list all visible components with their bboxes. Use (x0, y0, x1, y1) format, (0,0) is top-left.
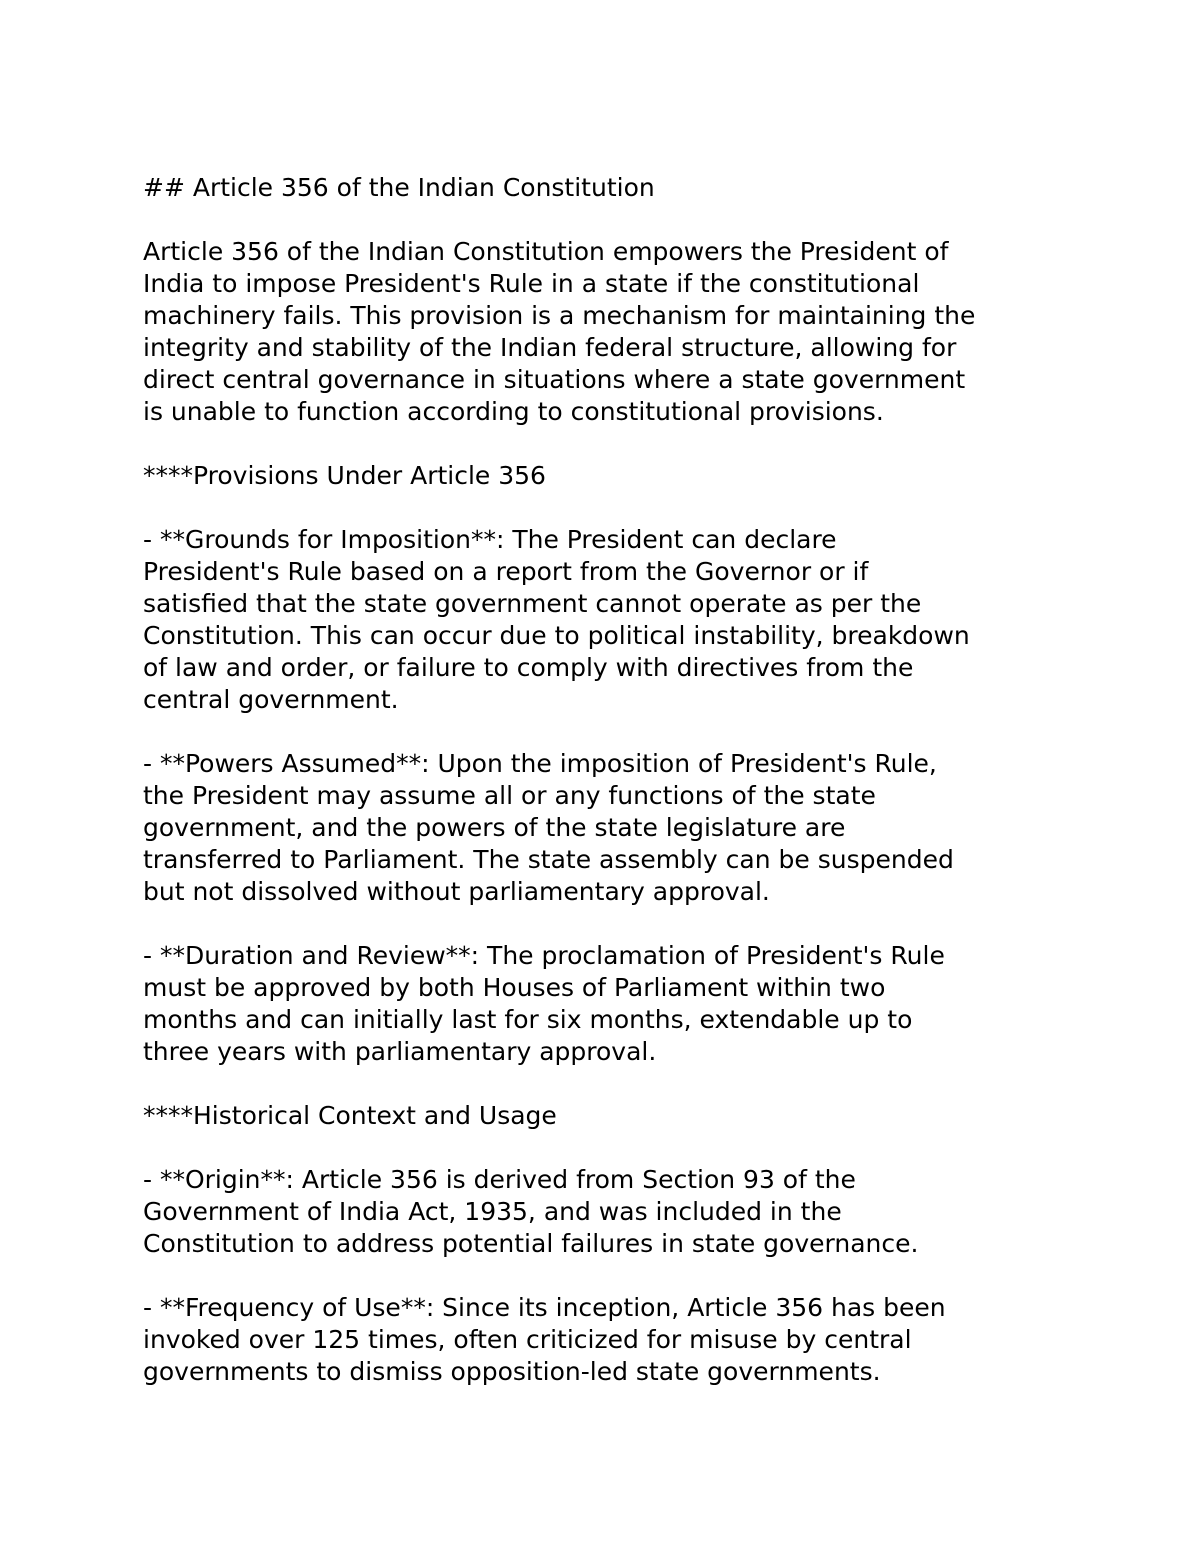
text-line: government, and the powers of the state legislature are (143, 813, 846, 842)
text-line: direct central governance in situations where a state government (143, 365, 966, 394)
text-line: must be approved by both Houses of Parliament within two (143, 973, 886, 1002)
grounds-paragraph (143, 524, 1073, 716)
text-line: - **Origin**: Article 356 is derived from Section 93 of the (143, 1165, 856, 1194)
intro-paragraph (143, 236, 1073, 428)
text-line: is unable to function according to constitutional provisions. (143, 397, 884, 426)
text-line: governments to dismiss opposition-led state governments. (143, 1357, 881, 1386)
text-line: Government of India Act, 1935, and was included in the (143, 1197, 842, 1226)
section-heading-provisions (143, 460, 1073, 492)
text-line: of law and order, or failure to comply with directives from the (143, 653, 914, 682)
text-line: - **Frequency of Use**: Since its inception, Article 356 has been (143, 1293, 946, 1322)
document-title (143, 172, 1073, 204)
text-line: satisfied that the state government cannot operate as per the (143, 589, 922, 618)
text-line: integrity and stability of the Indian federal structure, allowing for (143, 333, 957, 362)
duration-paragraph (143, 940, 1073, 1068)
origin-paragraph (143, 1164, 1073, 1260)
text-line: - **Powers Assumed**: Upon the imposition of President's Rule, (143, 749, 937, 778)
document-body (143, 172, 1073, 1420)
text-line: months and can initially last for six months, extendable up to (143, 1005, 913, 1034)
text-line: central government. (143, 685, 399, 714)
text-line: - **Duration and Review**: The proclamation of President's Rule (143, 941, 945, 970)
heading-line: ****Historical Context and Usage (143, 1101, 557, 1130)
powers-paragraph (143, 748, 1073, 908)
text-line: Article 356 of the Indian Constitution empowers the President of (143, 237, 949, 266)
text-line: invoked over 125 times, often criticized for misuse by central (143, 1325, 912, 1354)
text-line: India to impose President's Rule in a state if the constitutional (143, 269, 920, 298)
text-line: transferred to Parliament. The state assembly can be suspended (143, 845, 954, 874)
title-line: ## Article 356 of the Indian Constitution (143, 173, 655, 202)
text-line: - **Grounds for Imposition**: The President can declare (143, 525, 837, 554)
heading-line: ****Provisions Under Article 356 (143, 461, 546, 490)
section-heading-history (143, 1100, 1073, 1132)
text-line: three years with parliamentary approval. (143, 1037, 657, 1066)
text-line: President's Rule based on a report from the Governor or if (143, 557, 869, 586)
text-line: machinery fails. This provision is a mechanism for maintaining the (143, 301, 976, 330)
frequency-paragraph (143, 1292, 1073, 1388)
text-line: Constitution to address potential failures in state governance. (143, 1229, 919, 1258)
text-line: the President may assume all or any functions of the state (143, 781, 876, 810)
text-line: but not dissolved without parliamentary approval. (143, 877, 770, 906)
text-line: Constitution. This can occur due to political instability, breakdown (143, 621, 970, 650)
